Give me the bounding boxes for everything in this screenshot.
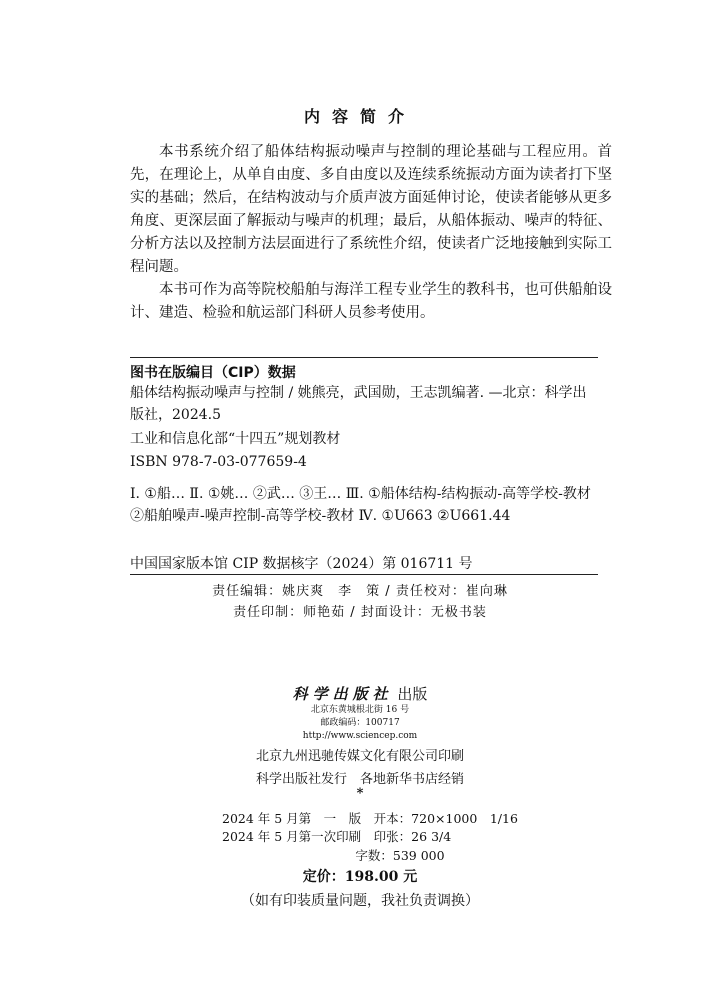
cip-record-line: 中国国家版本馆 CIP 数据核字（2024）第 016711 号 xyxy=(130,556,473,572)
publisher-suffix: 出版 xyxy=(397,685,428,703)
publisher-line xyxy=(0,683,720,704)
intro-paragraph-1: 本书系统介绍了船体结构振动噪声与控制的理论基础与工程应用。首先，在理论上，从单自由度、多自由度以及连续系统振动方面为读者打下坚实的基础；然后，在结构波动与介质声波方面延伸讨论，使读者能够从更多角度、更深层面了解振动与噪声的机理；最后，从船体振动、噪声的特征、分析方法以及控制方法层面进行了系统性介绍，使读者广泛地接触到实际工程问题。 xyxy=(130,144,612,275)
cip-isbn-line: ISBN 978-7-03-077659-4 xyxy=(130,454,307,470)
cip-title-line: 船体结构振动噪声与控制 / 姚熊亮，武国勋，王志凯编著. —北京：科学出版社，2024.5 xyxy=(130,385,587,423)
publisher-name: 科学出版社 xyxy=(292,685,393,703)
cip-block-1 xyxy=(130,382,600,426)
credits-printing-line: 责任印制：师艳茹 / 封面设计：无极书装 xyxy=(233,605,487,620)
section-title: 内容简介 xyxy=(303,107,416,126)
publisher-url: http://www.sciencep.com xyxy=(302,731,418,741)
edition-line: 2024 年 5 月第 一 版 开本：720×1000 1/16 xyxy=(222,811,518,826)
credits-editor-line: 责任编辑：姚庆爽 李 策 / 责任校对：崔向琳 xyxy=(212,584,508,599)
printing-line: 2024 年 5 月第一次印刷 印张：26 3/4 xyxy=(222,829,452,844)
cip-series-line: 工业和信息化部“十四五”规划教材 xyxy=(130,431,341,447)
printer-line: 北京九州迅驰传媒文化有限公司印刷 xyxy=(255,749,464,764)
intro-text xyxy=(130,141,612,325)
word-count: 字数：539 000 xyxy=(355,848,445,863)
cip-classification: Ⅰ. ①船… Ⅱ. ①姚… ②武… ③王… Ⅲ. ①船体结构-结构振动-高等学校-教材 ②船舶噪声-噪声控制-高等学校-教材 Ⅳ. ①U663 ②U661.44 xyxy=(130,486,591,524)
cip-bottom-rule xyxy=(130,574,598,575)
cip-top-rule xyxy=(130,357,598,358)
separator-star: * xyxy=(356,786,364,801)
publisher-postcode: 邮政编码：100717 xyxy=(320,718,400,728)
distribution-line: 科学出版社发行 各地新华书店经销 xyxy=(255,772,464,787)
quality-notice: （如有印装质量问题，我社负责调换） xyxy=(241,893,479,909)
publisher-address: 北京东黄城根北街 16 号 xyxy=(310,705,410,715)
intro-paragraph-2: 本书可作为高等院校船舶与海洋工程专业学生的教科书，也可供船舶设计、建造、检验和航运部门科研人员参考使用。 xyxy=(130,282,612,321)
cip-heading: 图书在版编目（CIP）数据 xyxy=(130,365,296,381)
price: 定价：198.00 元 xyxy=(302,869,418,885)
